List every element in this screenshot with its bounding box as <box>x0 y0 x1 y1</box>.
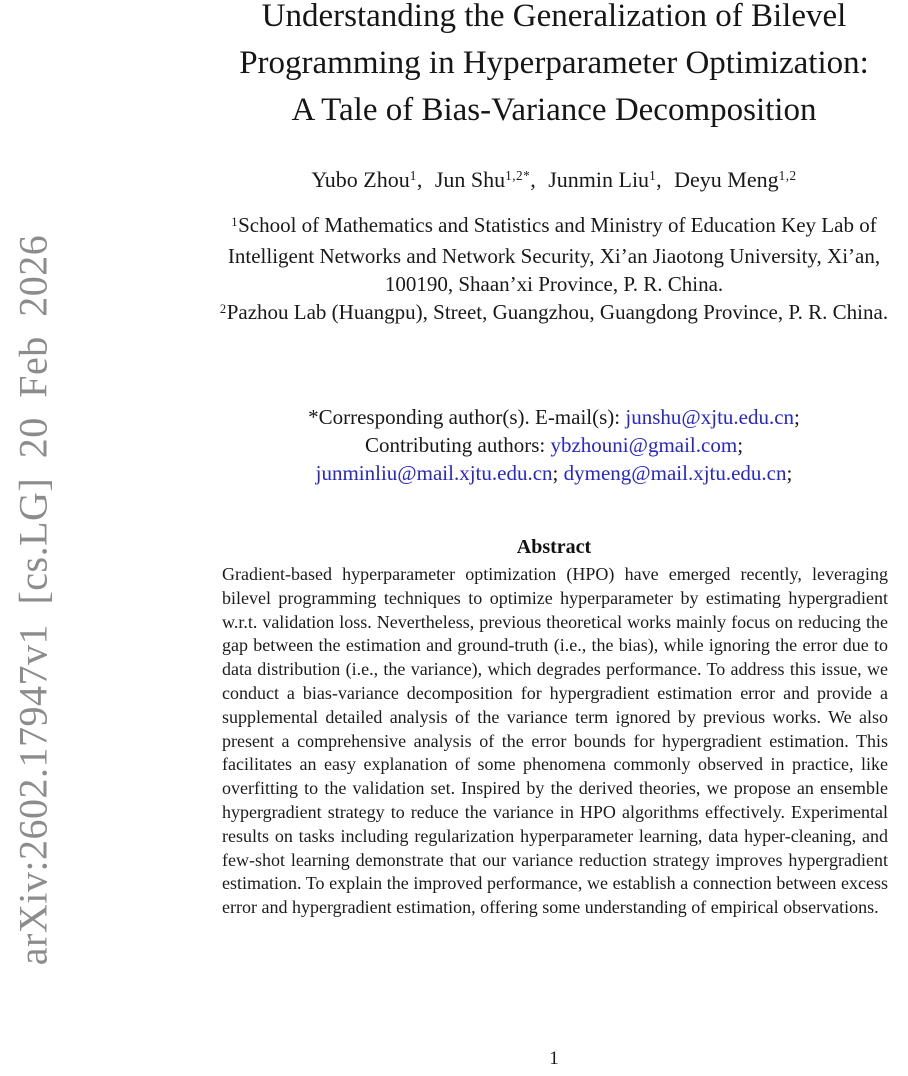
author-superscript: 1,2* <box>505 168 531 184</box>
page-number: 1 <box>549 1048 559 1069</box>
arxiv-stamp: arXiv:2602.17947v1 [cs.LG] 20 Feb 2026 <box>10 234 56 966</box>
affiliation-text: Pazhou Lab (Huangpu), Street, Guangzhou, Guangdong Province, P. R. China. <box>226 300 889 324</box>
paper-title-line-2: Programming in Hyperparameter Optimization: <box>239 45 869 81</box>
affiliation-superscript: 2 <box>219 301 227 316</box>
email-link-junminliu[interactable]: junminliu@mail.xjtu.edu.cn <box>315 461 553 485</box>
author-separator: , <box>416 167 428 192</box>
author-name: Jun Shu <box>434 167 506 192</box>
author-superscript: 1,2 <box>778 168 797 184</box>
affiliation-text: School of Mathematics and Statistics and Ministry of Education Key Lab of Intelligent Networks and Network Security, Xi’an Jiaotong University, Xi’an, 100190, Shaan’xi Province, P. R. China. <box>227 213 881 296</box>
abstract-heading: Abstract <box>516 536 592 558</box>
author-name: Junmin Liu <box>548 167 650 192</box>
correspondence-line-2 <box>197 431 908 459</box>
authors-line <box>197 166 908 197</box>
punctuation: ; <box>794 405 800 429</box>
contributing-label: Contributing authors: <box>364 433 551 457</box>
paper-title <box>197 0 908 134</box>
paper-title-line-1: Understanding the Generalization of Bilevel <box>261 0 847 34</box>
affiliation-2 <box>197 298 908 329</box>
correspondence-block <box>197 403 908 487</box>
author-superscript: 1 <box>649 168 657 184</box>
affiliation-1 <box>197 211 908 298</box>
author-name: Deyu Meng <box>674 167 779 192</box>
email-link-junshu[interactable]: junshu@xjtu.edu.cn <box>625 405 795 429</box>
author-superscript: 1 <box>409 168 417 184</box>
affiliations-block <box>197 211 908 329</box>
paper-title-line-3: A Tale of Bias-Variance Decomposition <box>291 92 817 128</box>
author-separator: , <box>656 167 668 192</box>
abstract-text: Gradient-based hyperparameter optimization (HPO) have emerged recently, leveraging bilevel programming techniques to optimize hyperparameter by estimating hypergradient w.r.t. validation loss. Nevertheless, previous theoretical works mainly focus on reducing the gap between the estimation and ground-truth (i.e., the bias), while ignoring the error due to data distribution (i.e., the variance), which degrades performance. To address this issue, we conduct a bias-variance decomposition for hypergradient estimation error and provide a supplemental detailed analysis of the variance term ignored by previous works. We also present a comprehensive analysis of the error bounds for hypergradient estimation. This facilitates an easy explanation of some phenomena commonly observed in practice, like overfitting to the validation set. Inspired by the derived theories, we propose an ensemble hypergradient strategy to reduce the variance in HPO algorithms effectively. Experimental results on tasks including regularization hyperparameter learning, data hyper-cleaning, and few-shot learning demonstrate that our variance reduction strategy improves hypergradient estimation. To explain the improved performance, we establish a connection between excess error and hypergradient estimation, offering some understanding of empirical observations. <box>222 564 888 918</box>
author-name: Yubo Zhou <box>311 167 410 192</box>
punctuation: ; <box>737 433 744 457</box>
corresponding-label: *Corresponding author(s). E-mail(s): <box>308 405 626 429</box>
email-link-ybzhouni[interactable]: ybzhouni@gmail.com <box>550 433 738 457</box>
punctuation: ; <box>552 461 564 485</box>
email-link-dymeng[interactable]: dymeng@mail.xjtu.edu.cn <box>563 461 787 485</box>
author-separator: , <box>530 167 542 192</box>
correspondence-line-1 <box>197 403 908 431</box>
correspondence-line-3 <box>197 459 908 487</box>
punctuation: ; <box>786 461 793 485</box>
affiliation-superscript: 1 <box>231 214 239 229</box>
